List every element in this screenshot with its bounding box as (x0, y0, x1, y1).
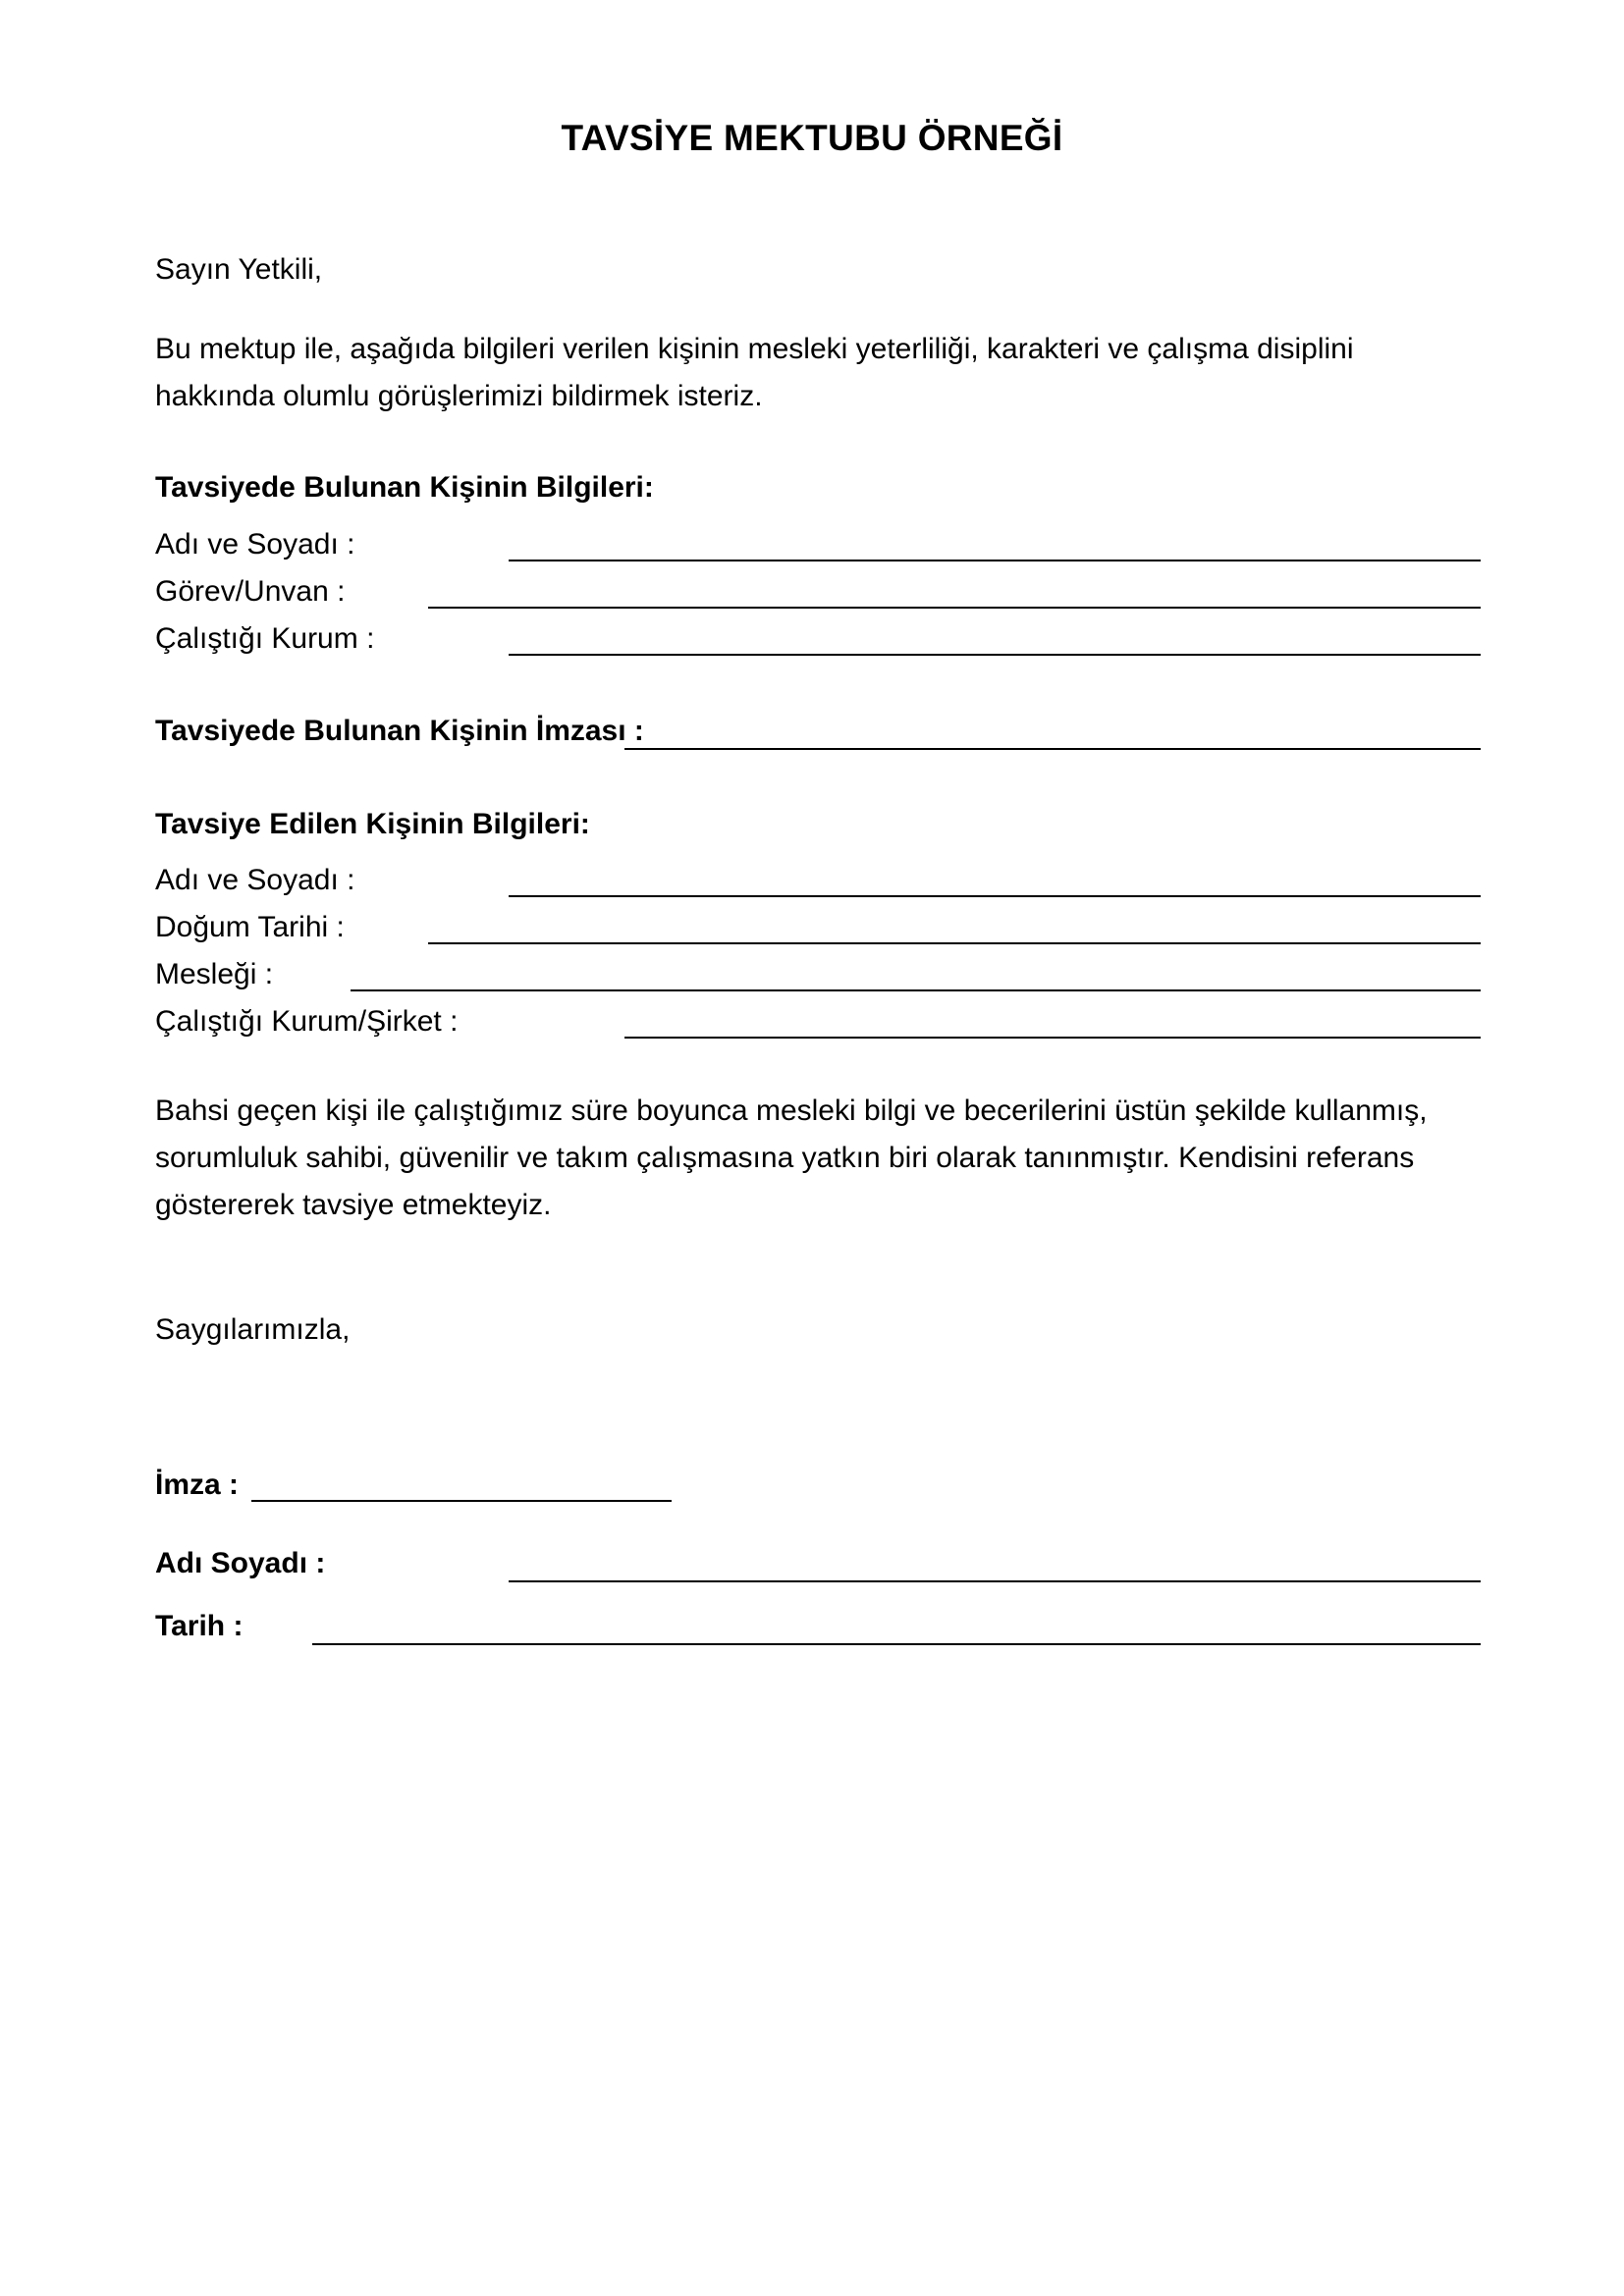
recommended-profession-label: Mesleği : (155, 958, 274, 990)
body-line: göstererek tavsiye etmekteyiz. (155, 1189, 552, 1221)
recommended-name-label: Adı ve Soyadı : (155, 864, 355, 896)
recommender-name-field[interactable] (509, 560, 1481, 561)
recommender-position-label: Görev/Unvan : (155, 575, 346, 608)
recommended-name-field[interactable] (509, 895, 1481, 897)
recommender-institution-field[interactable] (509, 654, 1481, 656)
recommended-birthdate-field[interactable] (428, 942, 1481, 944)
recommender-institution-label: Çalıştığı Kurum : (155, 622, 375, 655)
footer-signature-field[interactable] (251, 1500, 672, 1502)
footer-signature-label: İmza : (155, 1468, 240, 1501)
recommended-company-field[interactable] (624, 1037, 1481, 1039)
body-line: Bahsi geçen kişi ile çalıştığımız süre boyunca mesleki bilgi ve becerilerini üstün şekilde kullanmış, (155, 1095, 1428, 1127)
footer-date-field[interactable] (312, 1643, 1481, 1645)
recommended-profession-field[interactable] (351, 989, 1481, 991)
closing: Saygılarımızla, (155, 1313, 351, 1346)
footer-name-field[interactable] (509, 1580, 1481, 1582)
recommender-name-label: Adı ve Soyadı : (155, 528, 355, 561)
intro-line: hakkında olumlu görüşlerimizi bildirmek isteriz. (155, 380, 763, 412)
page-title: TAVSİYE MEKTUBU ÖRNEĞİ (561, 118, 1063, 158)
intro-paragraph (155, 326, 1481, 420)
recommended-heading: Tavsiye Edilen Kişinin Bilgileri: (155, 808, 590, 840)
footer-date-label: Tarih : (155, 1610, 244, 1642)
recommended-company-label: Çalıştığı Kurum/Şirket : (155, 1005, 459, 1038)
recommender-heading: Tavsiyede Bulunan Kişinin Bilgileri: (155, 471, 654, 504)
recommender-signature-label: Tavsiyede Bulunan Kişinin İmzası : (155, 715, 644, 747)
recommender-position-field[interactable] (428, 607, 1481, 609)
body-paragraph (155, 1088, 1481, 1229)
intro-line: Bu mektup ile, aşağıda bilgileri verilen kişinin mesleki yeterliliği, karakteri ve çalışma disiplini (155, 333, 1354, 365)
salutation: Sayın Yetkili, (155, 253, 323, 286)
body-line: sorumluluk sahibi, güvenilir ve takım çalışmasına yatkın biri olarak tanınmıştır. Kendisini referans (155, 1142, 1415, 1174)
recommended-birthdate-label: Doğum Tarihi : (155, 911, 345, 943)
footer-name-label: Adı Soyadı : (155, 1547, 326, 1579)
recommender-signature-field[interactable] (624, 748, 1481, 750)
